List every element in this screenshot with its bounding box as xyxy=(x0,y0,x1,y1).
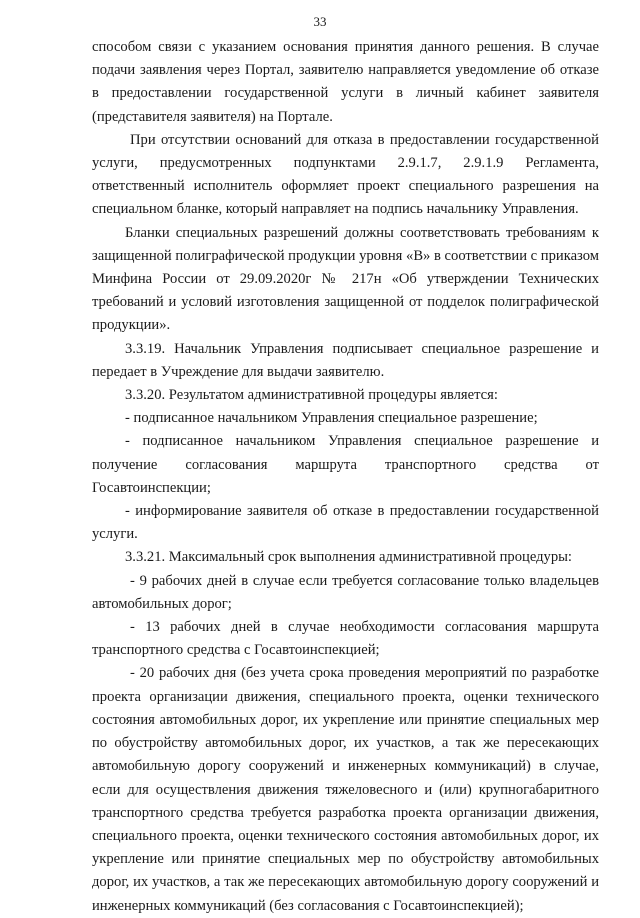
paragraph-3-3-20: 3.3.20. Результатом административной процедуры является: xyxy=(125,387,498,404)
list-item-refusal-info: - информирование заявителя об отказе в предоставлении государственной услуги. xyxy=(92,503,599,543)
paragraph-refusal-notice: способом связи с указанием основания принятия данного решения. В случае подачи заявления через Портал, заявителю направляется уведомление об отказе в предоставлении государственной услуги в личный кабинет заявителя (представителя заявителя) на Портале. xyxy=(92,39,599,125)
list-item-13-days: - 13 рабочих дней в случае необходимости согласования маршрута транспортного средства с Госавтоинспекцией; xyxy=(92,619,599,659)
page-number: 33 xyxy=(313,14,327,29)
document-body xyxy=(92,36,599,918)
list-item-9-days: - 9 рабочих дней в случае если требуется согласование только владельцев автомобильных дорог; xyxy=(92,572,599,612)
list-item-signed-permit: - подписанное начальником Управления специальное разрешение; xyxy=(125,410,538,427)
list-item-20-days: - 20 рабочих дня (без учета срока проведения мероприятий по разработке проекта организации движения, специального проекта, оценки технического состояния автомобильных дорог, их укрепление или принятие специальных мер по обустройству автомобильных дорог, их участков, а так же пересекающих автомобильную дорогу сооружений и инженерных коммуникаций) в случае, если для осуществления движения тяжеловесного и (или) крупногабаритного транспортного средства требуется разработка проекта организации движения, специального проекта, оценки технического состояния автомобильных дорог, их укрепление или принятие специальных мер по обустройству автомобильных дорог, их участков, а так же пересекающих автомобильную дорогу сооружений и инженерных коммуникаций (без согласования с Госавтоинспекцией); xyxy=(92,665,599,914)
paragraph-3-3-21: 3.3.21. Максимальный срок выполнения административной процедуры: xyxy=(125,549,572,566)
paragraph-no-grounds: При отсутствии оснований для отказа в предоставлении государственной услуги, предусмотренных подпунктами 2.9.1.7, 2.9.1.9 Регламента, ответственный исполнитель оформляет проект специального разрешения на специальном бланке, который направляет на подпись начальнику Управления. xyxy=(92,131,599,218)
paragraph-3-3-19: 3.3.19. Начальник Управления подписывает специальное разрешение и передает в Учреждение для выдачи заявителю. xyxy=(92,340,599,380)
list-item-signed-permit-approval: - подписанное начальником Управления специальное разрешение и получение согласования маршрута транспортного средства от Госавтоинспекции; xyxy=(92,433,599,496)
paragraph-blank-requirements: Бланки специальных разрешений должны соответствовать требованиям к защищенной полиграфической продукции уровня «В» в соответствии с приказом Минфина России от 29.09.2020г № 217н «Об утверждении Технических требований и условий изготовления защищенной от подделок полиграфической продукции». xyxy=(92,224,599,334)
